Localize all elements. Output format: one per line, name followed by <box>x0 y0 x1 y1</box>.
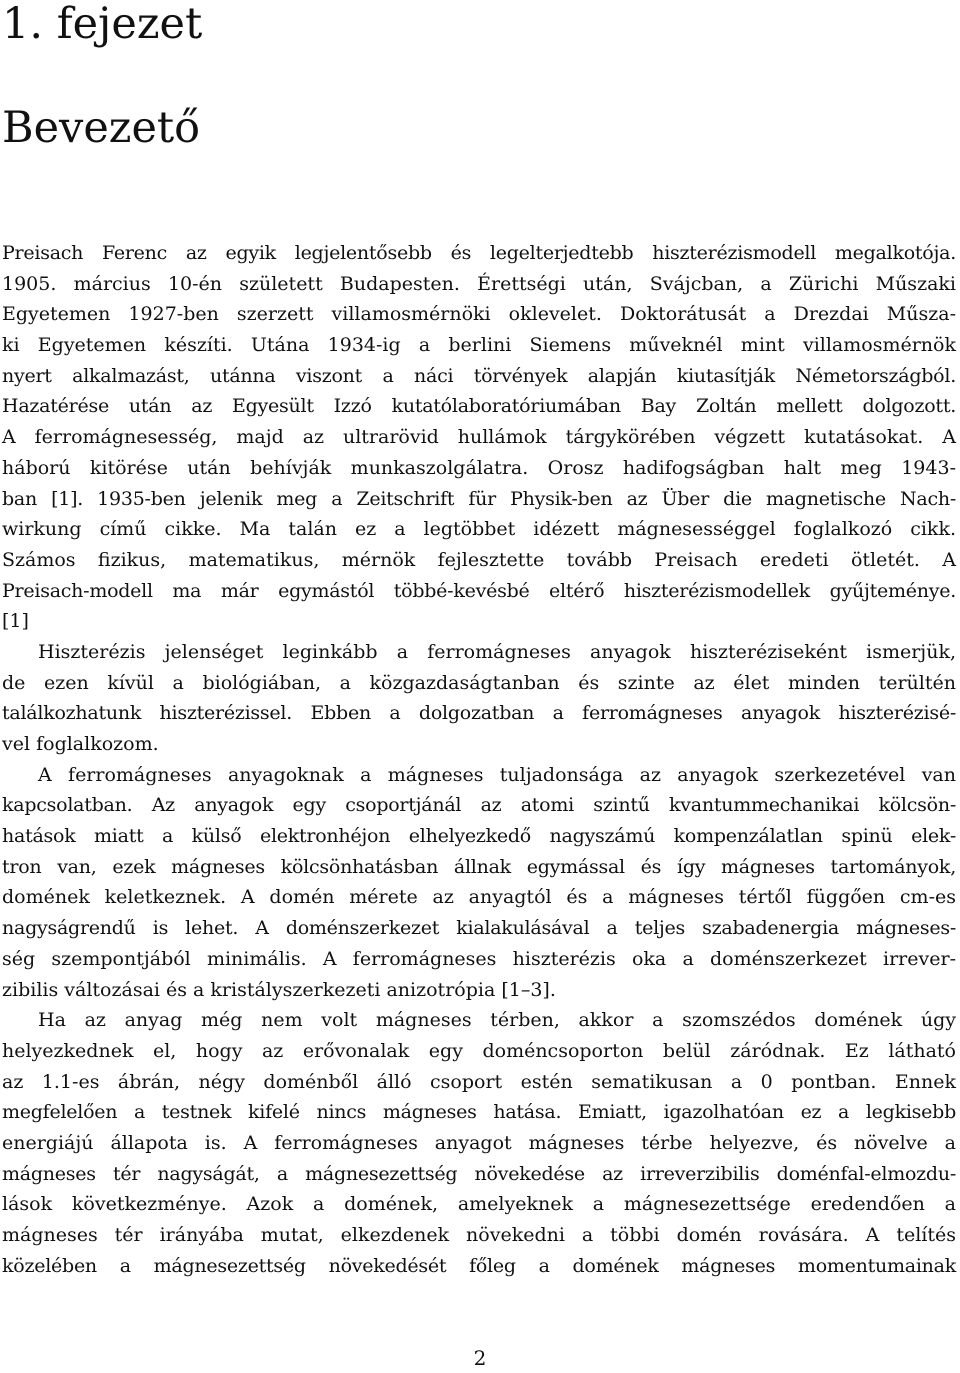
text-line: 1905. március 10-én született Budapesten. Érettségi után, Svájcban, a Zürichi Műszaki <box>2 272 956 295</box>
text-line: tron van, ezek mágneses kölcsönhatásban állnak egymással és így mágneses tartományok, <box>2 855 956 878</box>
text-line: Számos fizikus, matematikus, mérnök fejlesztette tovább Preisach eredeti ötletét. A <box>2 548 956 571</box>
text-line: Preisach-modell ma már egymástól többé-kevésbé eltérő hiszterézismodellek gyűjteménye. <box>2 579 956 602</box>
text-line: ki Egyetemen készíti. Utána 1934-ig a berlini Siemens műveknél mint villamosmérnök <box>2 334 956 357</box>
text-line: zibilis változásai és a kristályszerkezeti anizotrópia [1–3]. <box>2 978 556 1001</box>
text-line: lások következménye. Azok a domének, amelyeknek a mágnesezettsége eredendően a <box>2 1193 956 1216</box>
chapter-label: 1. fejezet <box>2 0 203 49</box>
text-line: ban [1]. 1935-ben jelenik meg a Zeitschrift für Physik-ben az Über die magnetische Nach- <box>2 487 956 510</box>
body-text <box>2 238 956 1281</box>
text-line: közelében a mágnesezettség növekedését főleg a domének mágneses momentumainak <box>2 1254 956 1277</box>
text-line: Preisach Ferenc az egyik legjelentősebb és legelterjedtebb hiszterézismodell megalkotója. <box>2 242 956 264</box>
text-line: nyert alkalmazást, utánna viszont a náci törvények alapján kiutasítják Németországból. <box>2 364 956 387</box>
text-line: háború kitörése után behívják munkaszolgálatra. Orosz hadifogságban halt meg 1943- <box>2 456 956 479</box>
text-line: de ezen kívül a biológiában, a közgazdaságtanban és szinte az élet minden terültén <box>2 671 956 694</box>
text-line: Egyetemen 1927-ben szerzett villamosmérnöki oklevelet. Doktorátusát a Drezdai Műsza- <box>2 303 956 326</box>
text-line: A ferromágnesesség, majd az ultrarövid hullámok tárgykörében végzett kutatásokat. A <box>2 426 956 449</box>
text-line: wirkung című cikke. Ma talán ez a legtöbbet idézett mágnesességgel foglalkozó cikk. <box>2 518 956 541</box>
text-line: ség szempontjából minimális. A ferromágneses hiszterézis oka a doménszerkezet irrever- <box>2 947 956 970</box>
text-line: energiájú állapota is. A ferromágneses anyagot mágneses térbe helyezve, és növelve a <box>2 1131 956 1154</box>
text-line: az 1.1-es ábrán, négy doménből álló csoport estén sematikusan a 0 pontban. Ennek <box>2 1070 956 1093</box>
text-line: kapcsolatban. Az anyagok egy csoportjánál az atomi szintű kvantummechanikai kölcsön- <box>2 794 956 817</box>
text-line: megfelelően a testnek kifelé nincs mágneses hatása. Emiatt, igazolhatóan ez a legkisebb <box>2 1101 956 1124</box>
text-line: Hiszterézis jelenséget leginkább a ferromágneses anyagok hiszteréziseként ismerjük, <box>38 640 956 663</box>
text-line: Hazatérése után az Egyesült Izzó kutatólaboratóriumában Bay Zoltán mellett dolgozott. <box>2 395 956 418</box>
text-line: helyezkednek el, hogy az erővonalak egy doméncsoporton belül záródnak. Ez látható <box>2 1039 956 1062</box>
text-line: találkozhatunk hiszterézissel. Ebben a dolgozatban a ferromágneses anyagok hiszterézisé- <box>2 702 956 725</box>
chapter-title: Bevezető <box>2 103 201 153</box>
text-line: Ha az anyag még nem volt mágneses térben, akkor a szomszédos domének úgy <box>38 1009 956 1032</box>
text-line: mágneses tér irányába mutat, elkezdenek növekedni a többi domén rovására. A telítés <box>2 1224 956 1246</box>
text-line: mágneses tér nagyságát, a mágnesezettség növekedése az irreverzibilis doménfal-elmozdu- <box>2 1162 956 1185</box>
text-line: nagyságrendű is lehet. A doménszerkezet kialakulásával a teljes szabadenergia mágneses- <box>2 917 956 940</box>
text-line: hatások miatt a külső elektronhéjon elhelyezkedő nagyszámú kompenzálatlan spinü elek- <box>2 825 956 848</box>
text-line: vel foglalkozom. <box>2 733 159 755</box>
text-line: A ferromágneses anyagoknak a mágneses tuljadonsága az anyagok szerkezetével van <box>38 763 956 786</box>
page-number: 2 <box>473 1346 487 1370</box>
text-line: domének keletkeznek. A domén mérete az anyagtól és a mágneses tértől függően cm-es <box>2 886 956 909</box>
text-line: [1] <box>2 610 29 633</box>
